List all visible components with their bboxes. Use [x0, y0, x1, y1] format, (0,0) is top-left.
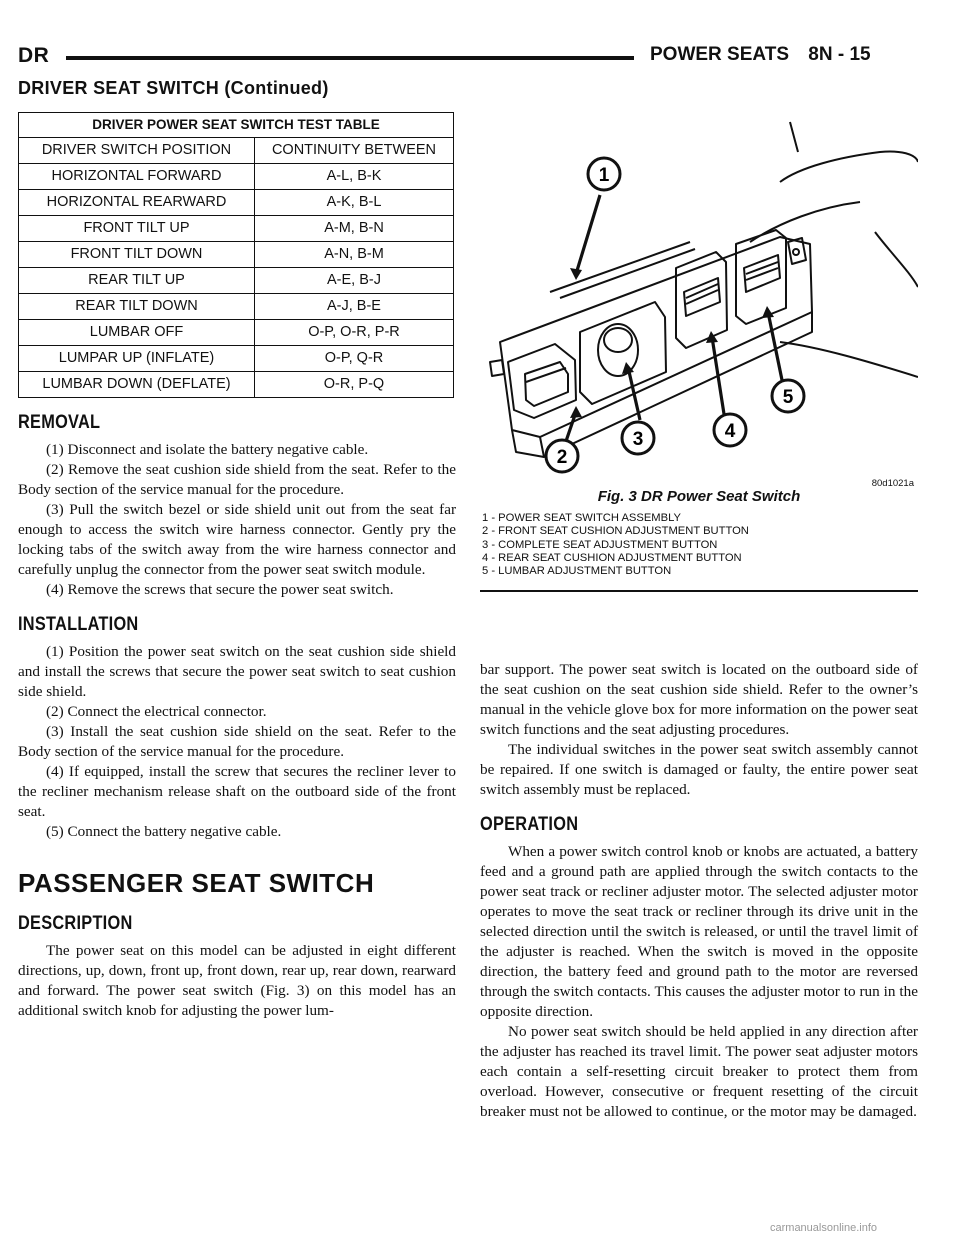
legend-item: 1 - POWER SEAT SWITCH ASSEMBLY — [482, 512, 681, 524]
operation-paragraph: When a power switch control knob or knobs are actuated, a battery feed and a ground path are applied through the switch contacts to the power seat track or recliner adjuster motor. The selected adjuster motor operates to move the seat track or recliner through its drive unit in the selected direction until the switch is released, or until the travel limit of the adjuster is reached. When the switch is moved in the opposite direction, the battery feed and ground path to the motor are reversed through the switch contacts. This causes the adjuster motor to run in the opposite direction. — [480, 843, 918, 1020]
operation-paragraph: No power seat switch should be held applied in any direction after the adjuster has reached its travel limit. The power seat adjuster motors each contain a self-resetting circuit breaker to protect them from overload. However, consecutive or frequent resetting of the circuit breaker must not be allowed to continue, or the motor may be damaged. — [480, 1023, 918, 1120]
table-row — [19, 372, 454, 398]
legend-item: 2 - FRONT SEAT CUSHION ADJUSTMENT BUTTON — [482, 525, 749, 538]
description-paragraph: The individual switches in the power seat switch assembly cannot be repaired. If one switch is damaged or faulty, the entire power seat switch assembly must be replaced. — [480, 741, 918, 798]
table-cell: HORIZONTAL REARWARD — [19, 190, 255, 216]
callout-5: 5 — [782, 387, 794, 408]
figure-power-seat-switch — [480, 112, 918, 594]
callout-3: 3 — [632, 429, 644, 450]
installation-step: (3) Install the seat cushion side shield on the seat. Refer to the Body section of the service manual for the procedure. — [18, 723, 456, 760]
table-cell: LUMPAR UP (INFLATE) — [19, 346, 255, 372]
table-cell: O-P, O-R, P-R — [255, 320, 454, 346]
header-section: POWER SEATS — [650, 44, 789, 65]
table-cell: A-L, B-K — [255, 164, 454, 190]
table-row — [19, 190, 454, 216]
table-row — [19, 268, 454, 294]
table-cell: A-M, B-N — [255, 216, 454, 242]
table-cell: FRONT TILT DOWN — [19, 242, 255, 268]
installation-step: (4) If equipped, install the screw that secures the recliner lever to the recliner mechanism release shaft on the outboard side of the front seat. — [18, 763, 456, 820]
table-row — [19, 346, 454, 372]
table-cell: FRONT TILT UP — [19, 216, 255, 242]
table-cell: LUMBAR OFF — [19, 320, 255, 346]
page-subtitle: DRIVER SEAT SWITCH (Continued) — [18, 78, 329, 98]
removal-step: (4) Remove the screws that secure the power seat switch. — [46, 581, 394, 598]
switch-test-table — [18, 112, 454, 398]
figure-caption: Fig. 3 DR Power Seat Switch — [597, 488, 801, 505]
figure-rule — [480, 590, 918, 592]
table-cell: REAR TILT UP — [19, 268, 255, 294]
header-model: DR — [18, 44, 50, 67]
legend-item: 4 - REAR SEAT CUSHION ADJUSTMENT BUTTON — [482, 551, 742, 564]
table-header-continuity: CONTINUITY BETWEEN — [255, 138, 454, 164]
installation-step: (1) Position the power seat switch on the seat cushion side shield and install the screws that secure the power seat switch to seat cushion side shield. — [18, 643, 456, 700]
callout-1: 1 — [598, 165, 610, 186]
table-cell: A-J, B-E — [255, 294, 454, 320]
callout-2: 2 — [556, 447, 568, 468]
table-cell: LUMBAR DOWN (DEFLATE) — [19, 372, 255, 398]
watermark: carmanualsonline.info — [770, 1222, 878, 1234]
operation-heading: OPERATION — [480, 814, 579, 835]
removal-heading: REMOVAL — [18, 412, 101, 433]
table-cell: REAR TILT DOWN — [19, 294, 255, 320]
header-right — [650, 44, 871, 66]
table-row — [19, 294, 454, 320]
removal-step: (2) Remove the seat cushion side shield from the seat. Refer to the Body section of the service manual for the procedure. — [18, 461, 456, 498]
installation-heading: INSTALLATION — [18, 614, 139, 635]
callout-4: 4 — [724, 421, 736, 442]
header-page-number: 8N - 15 — [808, 44, 871, 65]
legend-item: 3 - COMPLETE SEAT ADJUSTMENT BUTTON — [482, 538, 718, 551]
installation-step: (2) Connect the electrical connector. — [46, 703, 267, 720]
removal-step: (3) Pull the switch bezel or side shield unit out from the seat far enough to access the switch wire harness connector. Gently pry the locking tabs of the switch away from the wire harness connector and carefully unplug the connector from the power seat switch module. — [18, 501, 456, 578]
left-column — [18, 112, 456, 1021]
table-cell: A-N, B-M — [255, 242, 454, 268]
removal-step: (1) Disconnect and isolate the battery negative cable. — [46, 441, 369, 458]
figure-legend — [482, 512, 749, 578]
description-heading: DESCRIPTION — [18, 913, 133, 934]
table-cell: O-R, P-Q — [255, 372, 454, 398]
installation-step: (5) Connect the battery negative cable. — [46, 823, 282, 840]
header-rule — [66, 56, 634, 60]
figure-code: 80d1021a — [871, 478, 914, 489]
table-cell: O-P, Q-R — [255, 346, 454, 372]
right-column — [480, 660, 918, 1122]
table-cell: HORIZONTAL FORWARD — [19, 164, 255, 190]
table-cell: A-E, B-J — [255, 268, 454, 294]
table-row — [19, 216, 454, 242]
table-header-position: DRIVER SWITCH POSITION — [19, 138, 255, 164]
table-title-row — [19, 113, 454, 138]
table-cell: A-K, B-L — [255, 190, 454, 216]
table-title: DRIVER POWER SEAT SWITCH TEST TABLE — [19, 113, 454, 138]
switch-illustration — [480, 112, 918, 504]
table-row — [19, 320, 454, 346]
table-row — [19, 242, 454, 268]
table-row — [19, 164, 454, 190]
passenger-switch-heading: PASSENGER SEAT SWITCH — [18, 868, 375, 898]
legend-item: 5 - LUMBAR ADJUSTMENT BUTTON — [482, 565, 672, 578]
description-paragraph: The power seat on this model can be adjusted in eight different directions, up, down, front up, front down, rear up, rear down, rearward and forward. The power seat switch (Fig. 3) on this model has an additional switch knob for adjusting the power lum- — [18, 942, 456, 1019]
description-paragraph-continued: bar support. The power seat switch is located on the outboard side of the seat cushion on the seat cushion side shield. Refer to the owner’s manual in the vehicle glove box for more information on the power seat switch functions and the seat adjusting procedures. — [480, 661, 918, 738]
table-header-row — [19, 138, 454, 164]
